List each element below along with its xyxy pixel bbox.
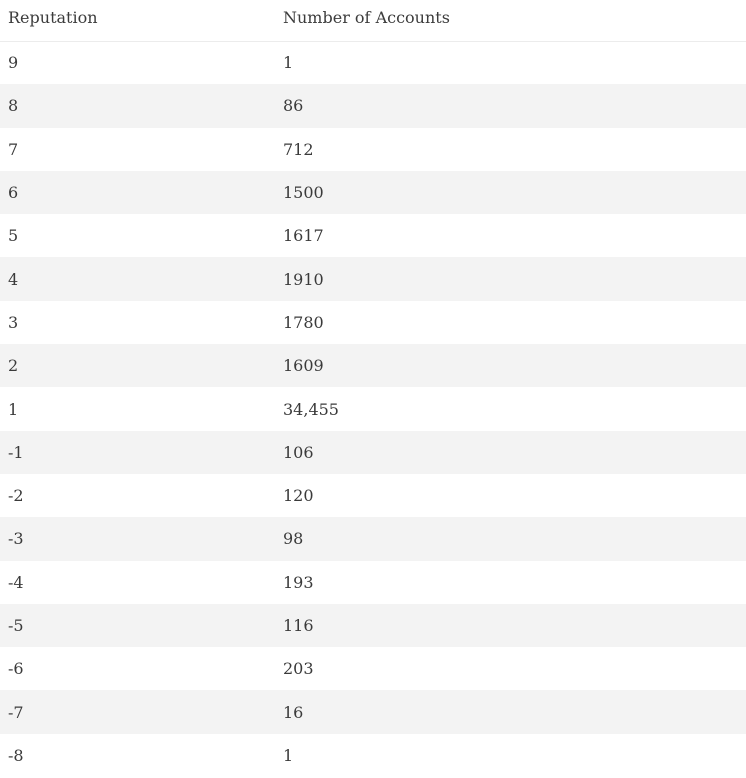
table-row bbox=[0, 214, 746, 257]
accounts-cell: 193 bbox=[283, 572, 314, 592]
table-body bbox=[0, 41, 746, 777]
reputation-cell: 6 bbox=[8, 183, 19, 203]
table-row bbox=[0, 257, 746, 300]
accounts-cell: 1609 bbox=[283, 356, 324, 376]
table-row bbox=[0, 474, 746, 517]
accounts-cell: 203 bbox=[283, 659, 314, 679]
header-row bbox=[0, 0, 746, 41]
table-row bbox=[0, 301, 746, 344]
reputation-cell: 5 bbox=[8, 226, 19, 246]
table-row bbox=[0, 734, 746, 777]
table-row bbox=[0, 517, 746, 560]
header-number-of-accounts: Number of Accounts bbox=[275, 0, 746, 41]
reputation-cell: -5 bbox=[8, 616, 24, 635]
table-row bbox=[0, 171, 746, 214]
reputation-cell: 2 bbox=[8, 356, 19, 376]
accounts-cell: 1 bbox=[283, 745, 294, 765]
accounts-cell: 1 bbox=[283, 53, 294, 73]
accounts-cell: 16 bbox=[283, 702, 304, 722]
accounts-cell: 86 bbox=[283, 96, 304, 116]
table-row bbox=[0, 690, 746, 733]
table-row bbox=[0, 344, 746, 387]
accounts-cell: 1617 bbox=[283, 226, 324, 246]
reputation-cell: -4 bbox=[8, 572, 24, 592]
reputation-cell: 7 bbox=[8, 139, 19, 159]
reputation-cell: 3 bbox=[8, 312, 19, 332]
reputation-cell: -2 bbox=[8, 486, 24, 506]
table-row bbox=[0, 561, 746, 604]
accounts-cell: 34,455 bbox=[283, 399, 339, 419]
reputation-cell: -7 bbox=[8, 702, 24, 722]
table-row bbox=[0, 41, 746, 84]
reputation-cell: -8 bbox=[8, 745, 24, 765]
reputation-cell: 1 bbox=[8, 399, 19, 419]
reputation-cell: 4 bbox=[8, 269, 19, 289]
table-row bbox=[0, 84, 746, 127]
reputation-cell: -1 bbox=[8, 442, 24, 462]
accounts-cell: 1500 bbox=[283, 183, 324, 203]
table-row bbox=[0, 431, 746, 474]
table-row bbox=[0, 604, 746, 647]
accounts-cell: 116 bbox=[283, 616, 314, 635]
reputation-cell: -6 bbox=[8, 659, 24, 679]
reputation-cell: 8 bbox=[8, 96, 19, 116]
table-row bbox=[0, 387, 746, 430]
accounts-cell: 98 bbox=[283, 529, 304, 549]
table-header bbox=[0, 0, 746, 41]
accounts-cell: 1910 bbox=[283, 269, 324, 289]
accounts-cell: 106 bbox=[283, 442, 314, 462]
reputation-cell: 9 bbox=[8, 53, 19, 73]
accounts-cell: 712 bbox=[283, 139, 314, 159]
table-row bbox=[0, 647, 746, 690]
reputation-cell: -3 bbox=[8, 529, 24, 549]
accounts-cell: 120 bbox=[283, 486, 314, 506]
table-row bbox=[0, 128, 746, 171]
accounts-cell: 1780 bbox=[283, 312, 324, 332]
header-reputation: Reputation bbox=[0, 0, 275, 41]
